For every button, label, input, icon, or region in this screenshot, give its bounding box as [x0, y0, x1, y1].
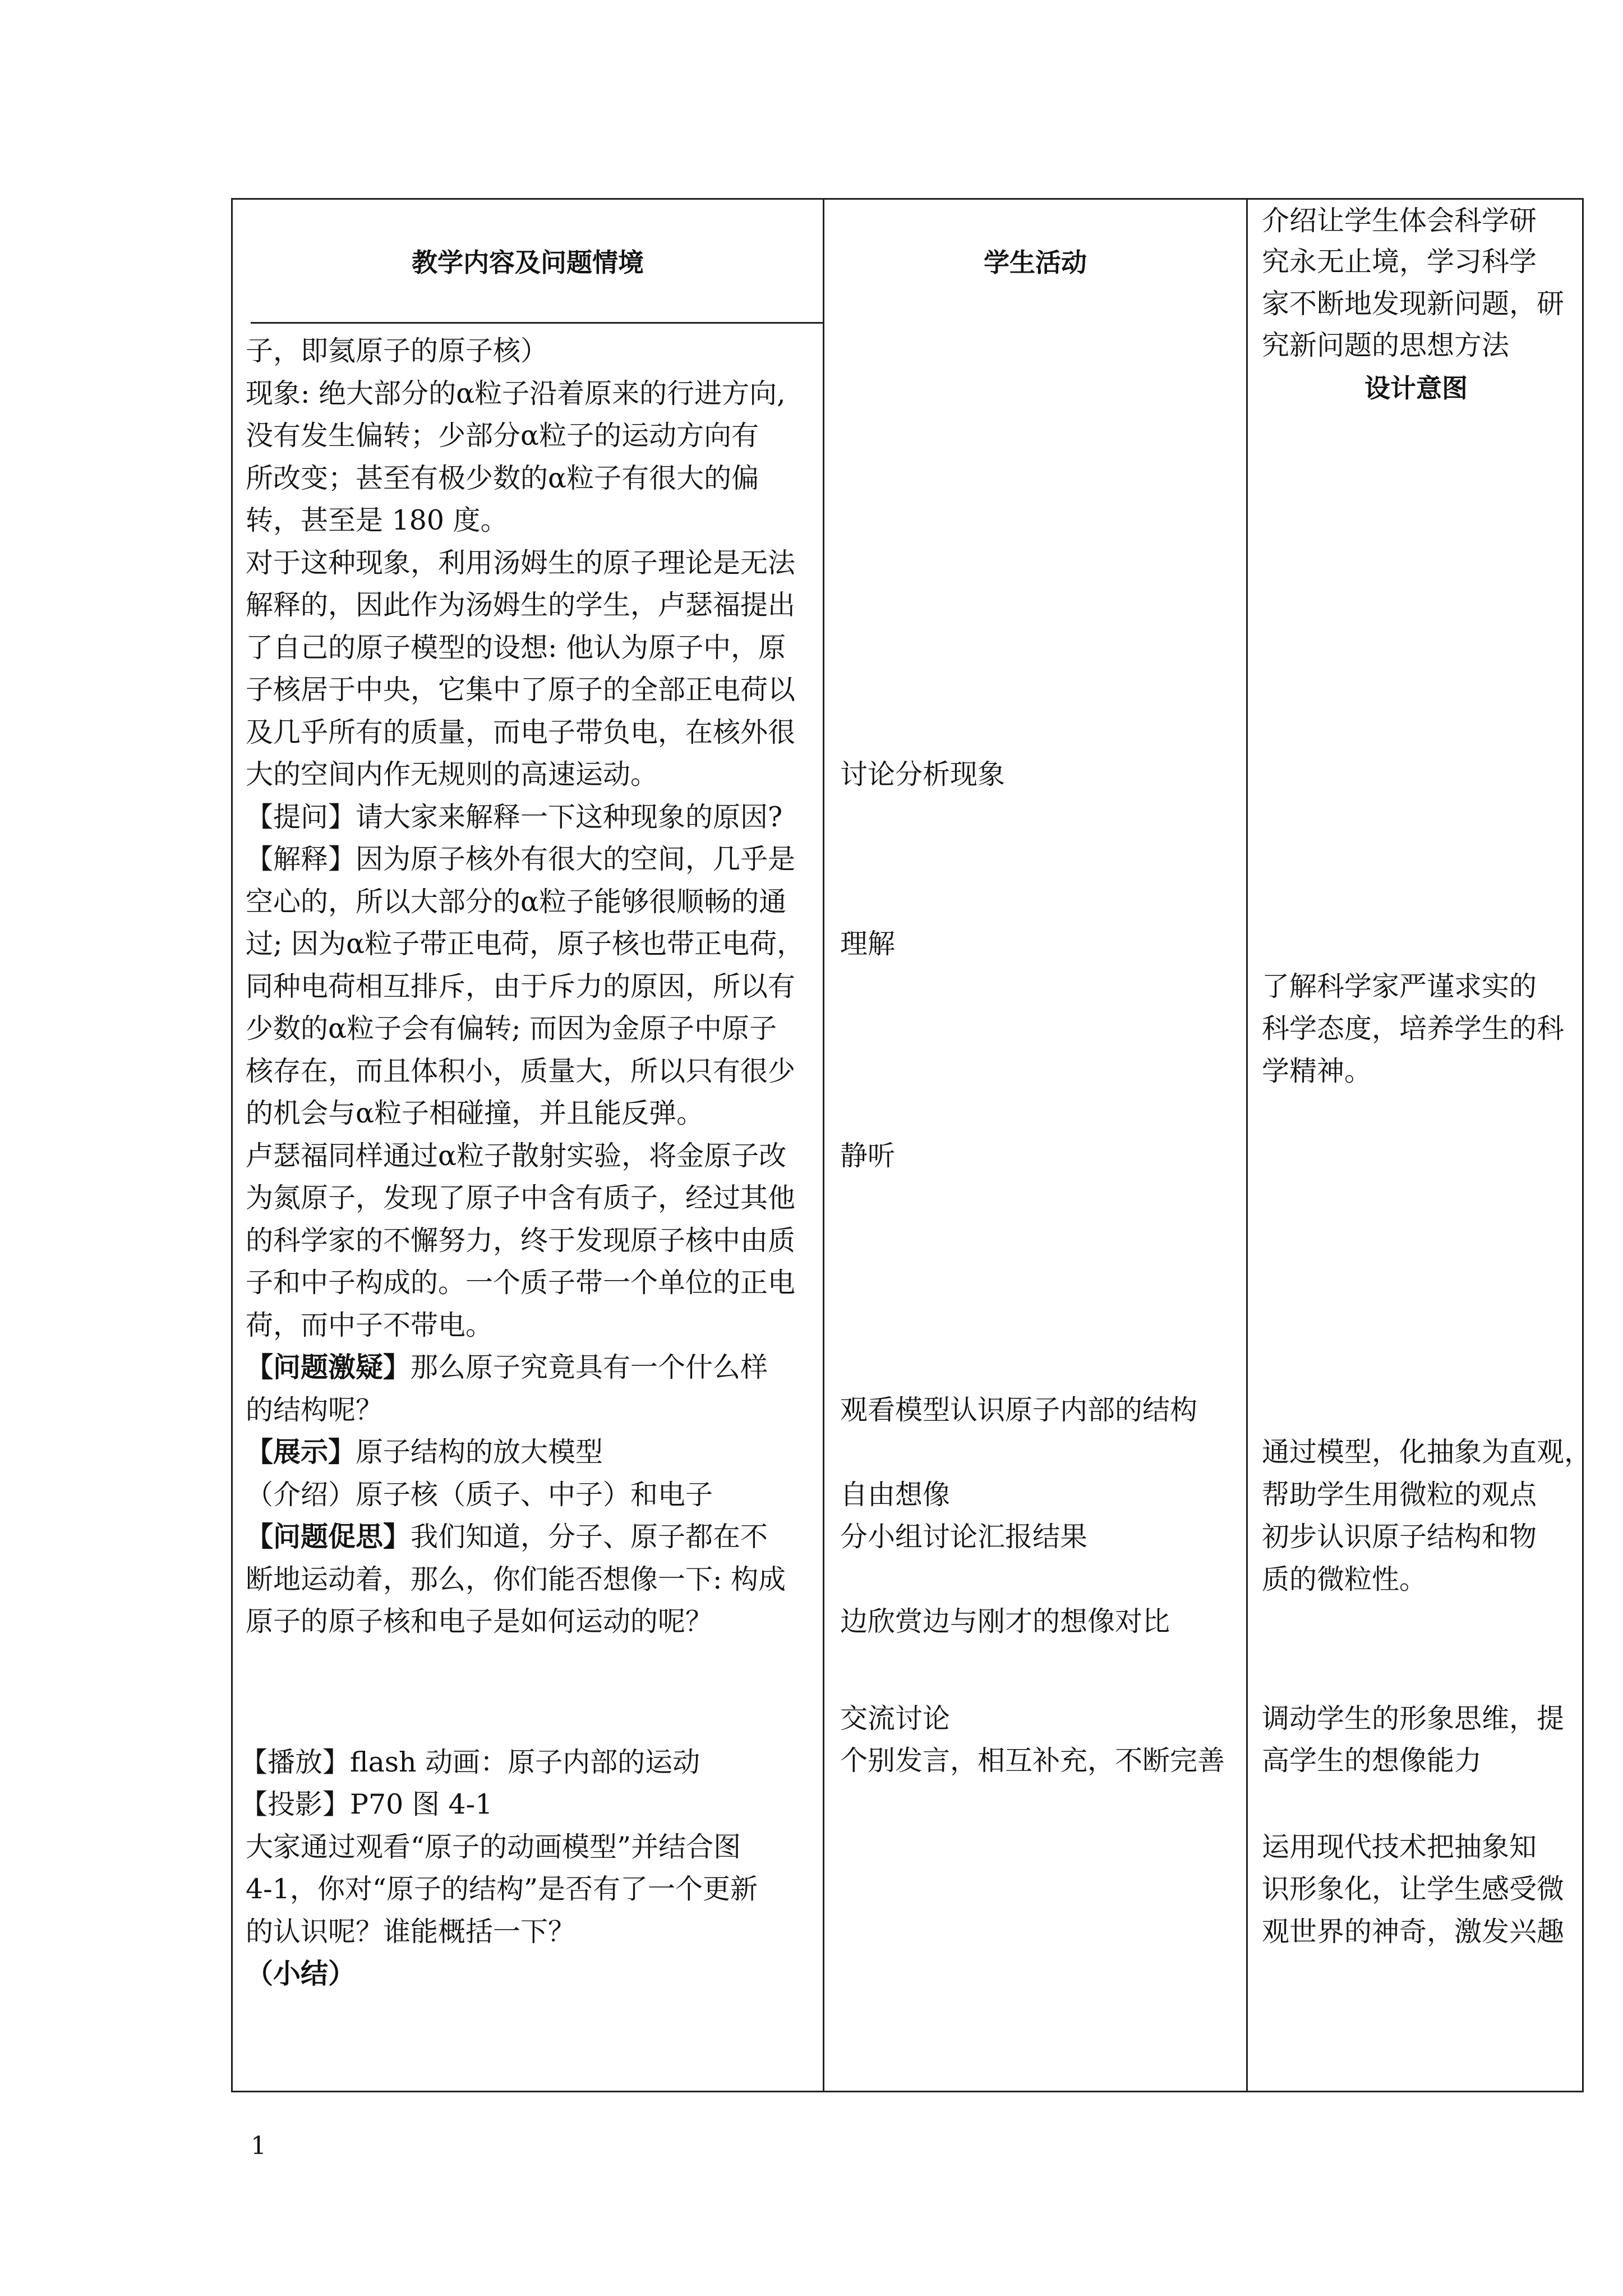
design-note: 究新问题的思想方法 — [1262, 329, 1510, 361]
design-header: 设计意图 — [1364, 373, 1468, 403]
design-note: 调动学生的形象思维，提 — [1262, 1703, 1565, 1734]
content-line: 子和中子构成的。一个质子带一个单位的正电 — [246, 1267, 796, 1299]
content-line: 荷，而中子不带电。 — [246, 1309, 494, 1341]
content-line: 对于这种现象，利用汤姆生的原子理论是无法 — [246, 547, 796, 579]
activity-item: 边欣赏边与刚才的想像对比 — [840, 1605, 1170, 1637]
content-line: 卢瑟福同样通过α粒子散射实验，将金原子改 — [246, 1140, 787, 1172]
activity-header: 学生活动 — [984, 247, 1087, 278]
page-number: 1 — [251, 2132, 266, 2160]
content-line: 过; 因为α粒子带正电荷，原子核也带正电荷， — [246, 928, 805, 960]
content-line: 没有发生偏转；少部分α粒子的运动方向有 — [246, 420, 759, 452]
content-line: 【展示】原子结构的放大模型 — [246, 1436, 603, 1468]
design-note: 究永无止境，学习科学 — [1262, 246, 1537, 278]
display-tag: 【展示】 — [246, 1436, 356, 1468]
content-line: 大的空间内作无规则的高速运动。 — [246, 758, 658, 790]
content-line: 了自己的原子模型的设想: 他认为原子中，原 — [246, 632, 786, 664]
content-line: 【解释】因为原子核外有很大的空间，几乎是 — [246, 843, 796, 875]
content-line: 及几乎所有的质量，而电子带负电，在核外很 — [246, 716, 796, 748]
content-line: 空心的，所以大部分的α粒子能够很顺畅的通 — [246, 886, 787, 918]
content-line: 大家通过观看“原子的动画模型”并结合图 — [246, 1831, 741, 1863]
content-line: 【问题促思】我们知道，分子、原子都在不 — [246, 1521, 768, 1553]
design-note: 通过模型，化抽象为直观， — [1262, 1436, 1592, 1468]
activity-item: 观看模型认识原子内部的结构 — [840, 1394, 1198, 1426]
activity-item: 分小组讨论汇报结果 — [840, 1521, 1088, 1553]
question-tag: 【问题激疑】 — [246, 1351, 411, 1383]
design-note: 高学生的想像能力 — [1262, 1745, 1482, 1777]
design-note: 科学态度，培养学生的科 — [1262, 1013, 1565, 1045]
content-line: 【提问】请大家来解释一下这种现象的原因? — [246, 801, 783, 833]
content-header: 教学内容及问题情境 — [412, 247, 644, 278]
design-note: 家不断地发现新问题，研 — [1262, 288, 1565, 320]
activity-item: 自由想像 — [840, 1479, 951, 1511]
design-note: 质的微粒性。 — [1262, 1563, 1427, 1595]
content-line: 所改变；甚至有极少数的α粒子有很大的偏 — [246, 462, 759, 494]
design-note: 初步认识原子结构和物 — [1262, 1521, 1537, 1553]
content-line: 【播放】flash 动画：原子内部的运动 — [240, 1746, 700, 1778]
design-note: 帮助学生用微粒的观点 — [1262, 1479, 1537, 1511]
design-note: 学精神。 — [1262, 1055, 1372, 1087]
prompt-tag: 【问题促思】 — [246, 1521, 411, 1553]
content-line: 的结构呢？ — [246, 1394, 384, 1426]
content-line: 子，即氦原子的原子核） — [246, 335, 548, 367]
content-line: 现象: 绝大部分的α粒子沿着原来的行进方向, — [246, 378, 786, 409]
design-note: 识形象化，让学生感受微 — [1262, 1873, 1565, 1905]
content-line: 为氮原子，发现了原子中含有质子，经过其他 — [246, 1182, 796, 1214]
content-line: 的机会与α粒子相碰撞，并且能反弹。 — [246, 1097, 704, 1129]
design-note: 运用现代技术把抽象知 — [1262, 1831, 1537, 1863]
activity-item: 个别发言，相互补充，不断完善 — [840, 1745, 1225, 1777]
content-line: 少数的α粒子会有偏转; 而因为金原子中原子 — [246, 1013, 777, 1045]
design-note: 了解科学家严谨求实的 — [1262, 970, 1537, 1002]
activity-item: 交流讨论 — [840, 1703, 951, 1734]
content-line: 断地运动着，那么，你们能否想像一下: 构成 — [246, 1563, 786, 1595]
content-line: 4-1，你对“原子的结构”是否有了一个更新 — [246, 1873, 758, 1905]
content-line: （介绍）原子核（质子、中子）和电子 — [246, 1479, 713, 1511]
content-line: 同种电荷相互排斥，由于斥力的原因，所以有 — [246, 970, 796, 1002]
activity-item: 静听 — [840, 1140, 896, 1172]
content-line: 解释的，因此作为汤姆生的学生，卢瑟福提出 — [246, 589, 796, 621]
content-line: 的认识呢？谁能概括一下？ — [246, 1916, 576, 1948]
summary-label: （小结） — [246, 1958, 356, 1990]
content-line: 原子的原子核和电子是如何运动的呢？ — [246, 1605, 713, 1637]
content-line: 【问题激疑】那么原子究竟具有一个什么样 — [246, 1351, 768, 1383]
column-divider — [823, 200, 824, 2091]
activity-item: 讨论分析现象 — [840, 758, 1006, 790]
lesson-table — [231, 198, 1592, 2092]
design-note: 介绍让学生体会科学研 — [1262, 205, 1537, 237]
header-rule — [251, 322, 823, 324]
content-line: 的科学家的不懈努力，终于发现原子核中由质 — [246, 1225, 796, 1257]
activity-item: 理解 — [840, 928, 896, 960]
content-line: 核存在，而且体积小，质量大，所以只有很少 — [246, 1055, 796, 1087]
content-line: 转，甚至是 180 度。 — [246, 504, 508, 536]
column-divider — [1246, 200, 1248, 2091]
design-note: 观世界的神奇，激发兴趣 — [1262, 1916, 1565, 1948]
content-line: 子核居于中央，它集中了原子的全部正电荷以 — [246, 674, 796, 706]
content-line: 【投影】P70 图 4-1 — [240, 1788, 493, 1820]
